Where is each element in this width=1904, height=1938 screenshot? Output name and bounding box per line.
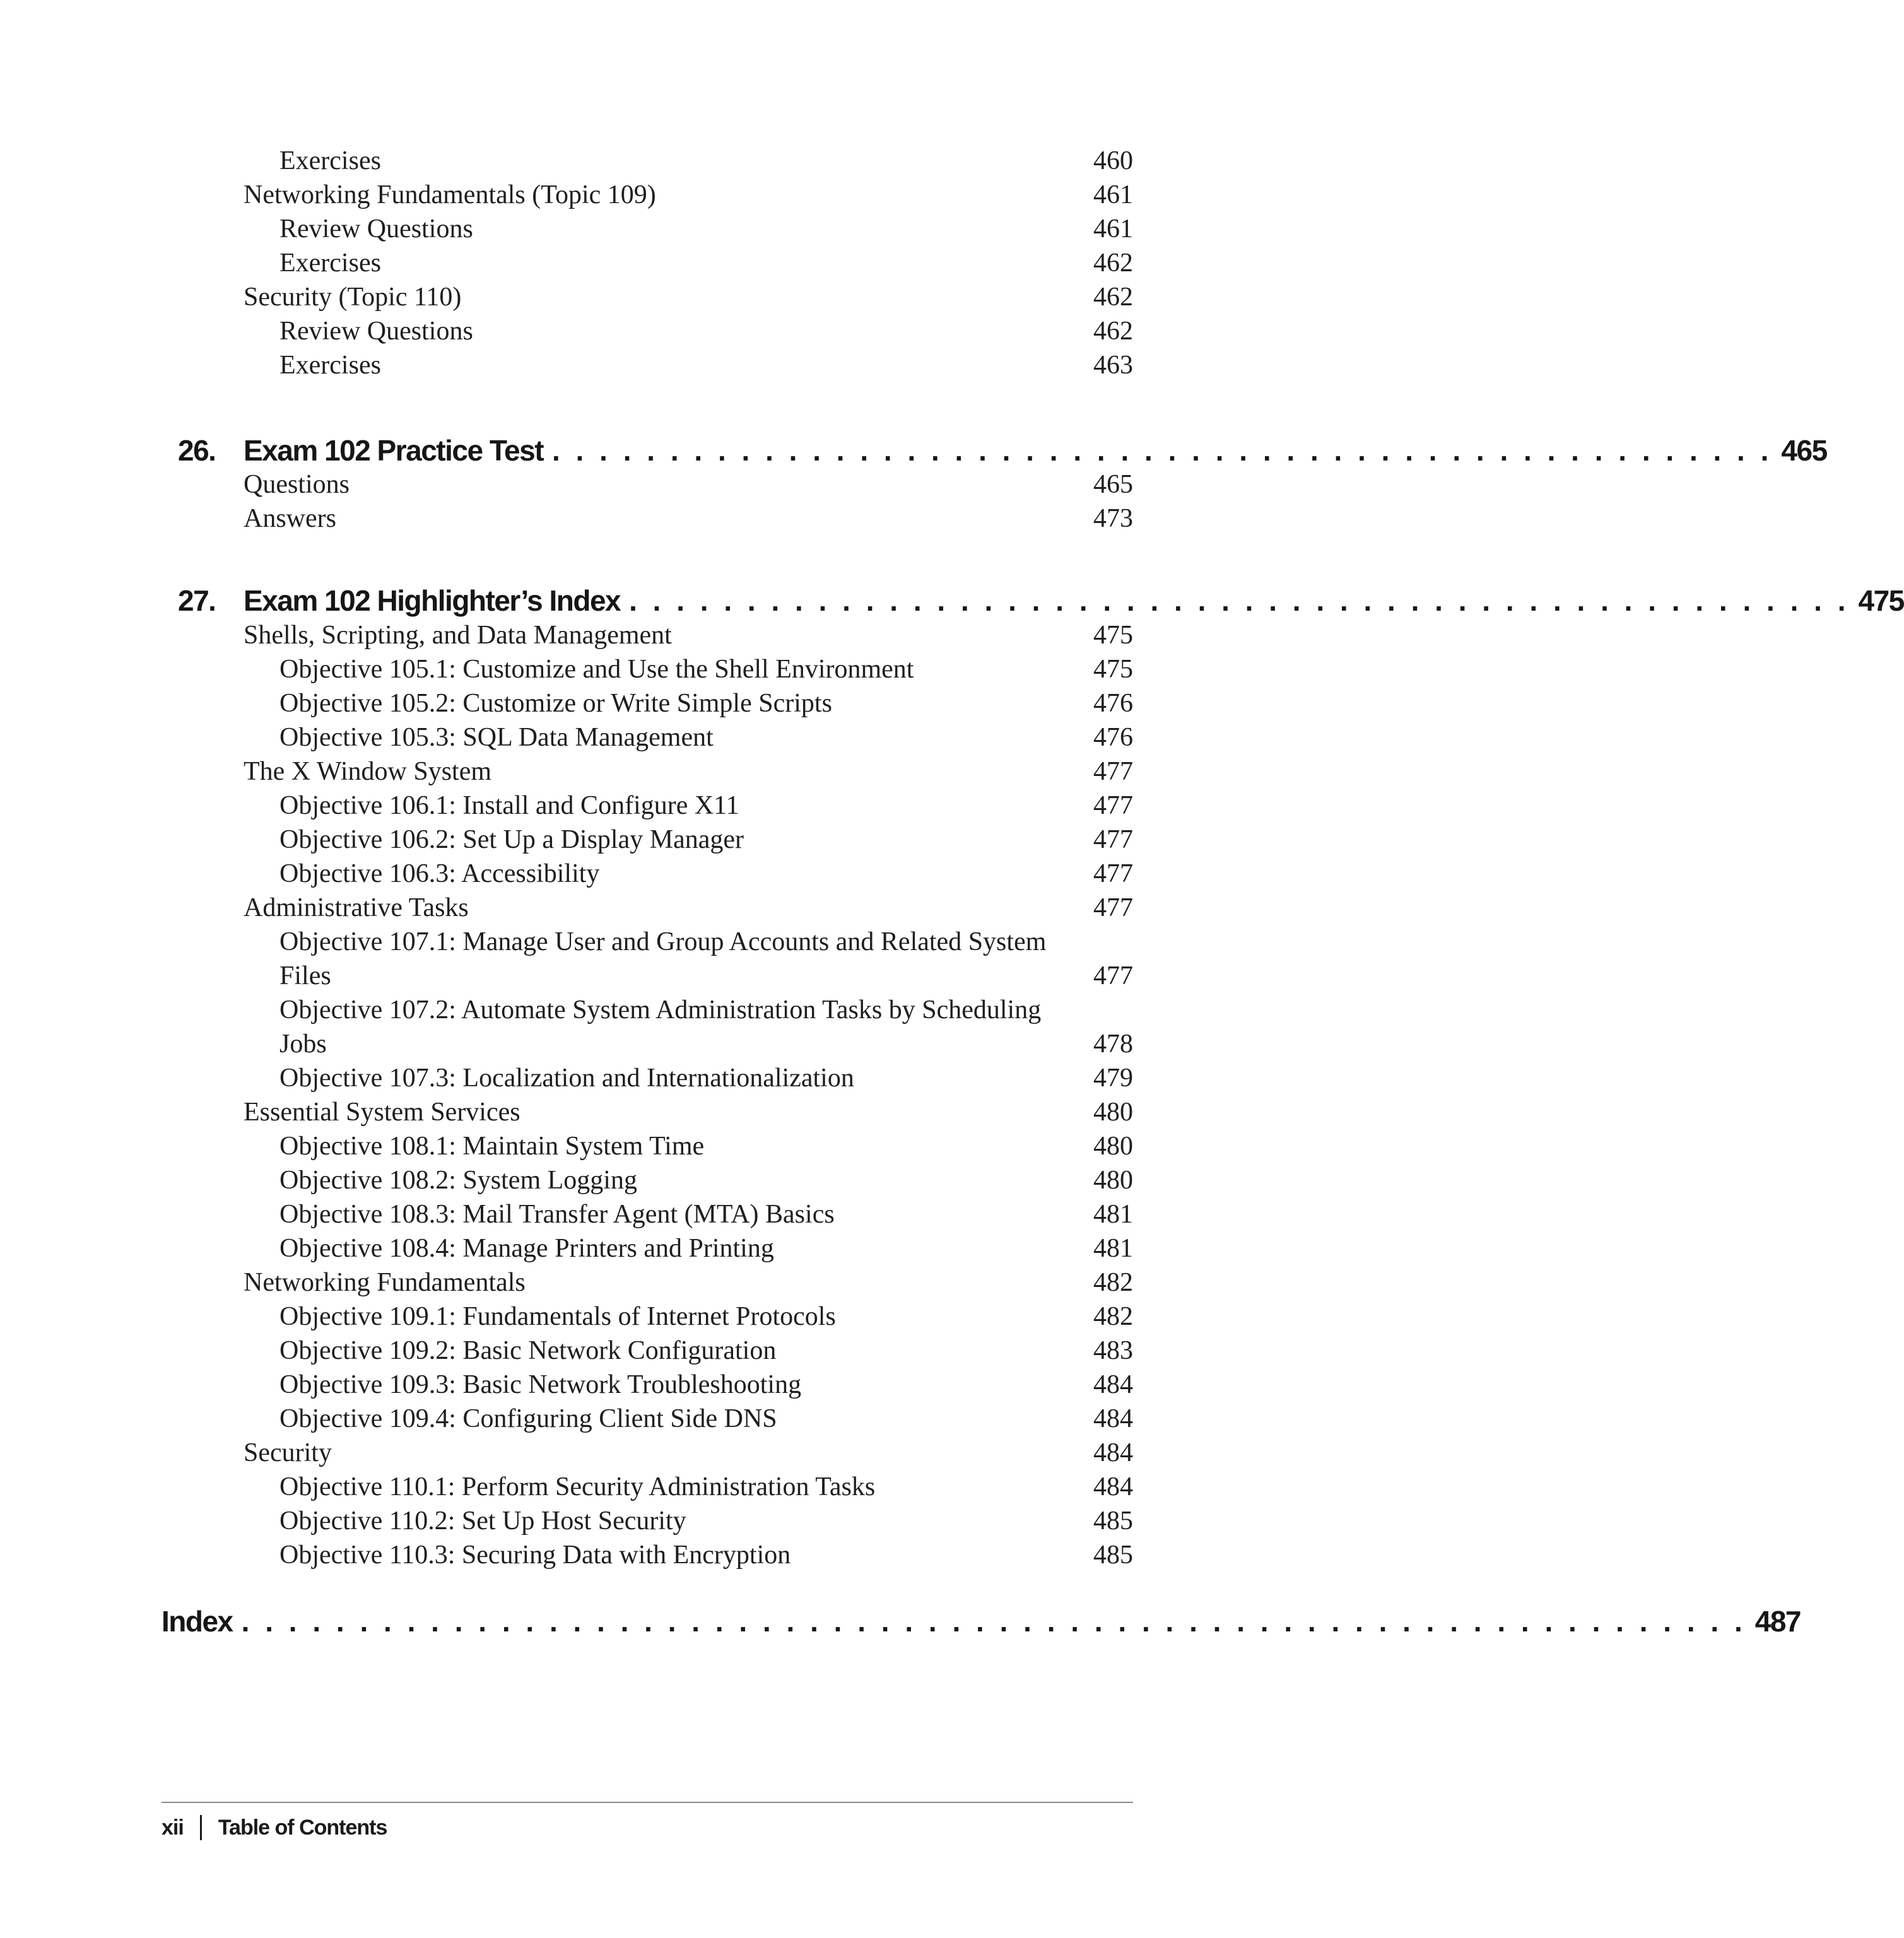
- toc-entry-title: Review Questions: [279, 317, 473, 346]
- toc-entry: [244, 789, 1133, 823]
- toc-entry: [244, 1231, 1133, 1266]
- toc-entry-page: 484: [1093, 1438, 1133, 1467]
- chapter-26-entries: [244, 467, 1133, 536]
- toc-entry: [244, 1300, 1133, 1334]
- index-page: 487: [1754, 1605, 1801, 1638]
- toc-entry-title: Essential System Services: [244, 1098, 520, 1127]
- toc-entry-title: Objective 107.1: Manage User and Group Accounts and Related System Files: [279, 927, 1047, 990]
- toc-entry-title: Objective 109.2: Basic Network Configuration: [279, 1336, 777, 1365]
- toc-entry-page: 473: [1093, 504, 1133, 533]
- toc-entry-title: Networking Fundamentals: [244, 1268, 526, 1297]
- toc-entry: [244, 1095, 1133, 1129]
- toc-entry-page: 484: [1093, 1472, 1133, 1501]
- toc-entry: [244, 857, 1133, 891]
- toc-entry: [244, 178, 1133, 212]
- toc-entry-title: Objective 110.1: Perform Security Administration Tasks: [279, 1472, 876, 1501]
- toc-entry-title: Objective 106.1: Install and Configure X11: [279, 791, 739, 820]
- toc-entry-page: 482: [1093, 1302, 1133, 1331]
- toc-entry: [244, 755, 1133, 789]
- index-title: Index: [162, 1605, 233, 1638]
- toc-entry: [244, 246, 1133, 280]
- toc-entry-title: Questions: [244, 470, 350, 499]
- toc-entry: [244, 1129, 1133, 1163]
- toc-entry-title: Objective 106.2: Set Up a Display Manager: [279, 825, 744, 854]
- toc-entry: [244, 618, 1133, 652]
- toc-entry-title: Security: [244, 1438, 332, 1467]
- toc-entry-page: 482: [1093, 1268, 1133, 1297]
- toc-entry-title: Review Questions: [279, 214, 473, 244]
- toc-entry-page: 477: [1093, 961, 1133, 990]
- toc-entry-page: 481: [1093, 1200, 1133, 1229]
- toc-entry-title: Answers: [244, 504, 336, 533]
- toc-entry: [244, 823, 1133, 857]
- toc-entry-title: Administrative Tasks: [244, 893, 469, 922]
- dot-leader: . . . . . . . . . . . . . . . . . . . . . . . . . . . . . . . . . . . . . . . . . . . . . . . . . . . .: [552, 434, 1773, 467]
- index-heading: [162, 1602, 1801, 1640]
- toc-entry-page: 461: [1093, 180, 1133, 209]
- toc-entry-title: Objective 108.4: Manage Printers and Printing: [279, 1234, 774, 1263]
- toc-entry-page: 477: [1093, 825, 1133, 854]
- chapter-title: Exam 102 Practice Test: [244, 434, 544, 467]
- toc-entry: [244, 1470, 1133, 1504]
- page-footer: [162, 1812, 387, 1843]
- toc-entry-title: Objective 110.3: Securing Data with Encryption: [279, 1541, 791, 1570]
- toc-entry-page: 483: [1093, 1336, 1133, 1365]
- toc-entry-page: 476: [1093, 689, 1133, 718]
- toc-entry-page: 480: [1093, 1166, 1133, 1195]
- toc-entry-page: 475: [1093, 621, 1133, 650]
- toc-entry: [244, 1334, 1133, 1368]
- toc-entry-title: Objective 107.3: Localization and Internationalization: [279, 1064, 854, 1093]
- toc-entry-page: 478: [1093, 1030, 1133, 1059]
- chapter-26-heading: [178, 432, 1827, 469]
- toc-entry: [244, 314, 1133, 348]
- toc-entry: [244, 1368, 1133, 1402]
- toc-entry-page: 485: [1093, 1506, 1133, 1536]
- toc-entry: [244, 1402, 1133, 1436]
- toc-entry-page: 479: [1093, 1064, 1133, 1093]
- toc-entry: [244, 686, 1133, 720]
- chapter-title: Exam 102 Highlighter’s Index: [244, 584, 621, 617]
- toc-entry-title: Exercises: [279, 249, 381, 278]
- toc-entry-title: Networking Fundamentals (Topic 109): [244, 180, 656, 209]
- toc-entry: [244, 652, 1133, 686]
- toc-entry: [244, 1163, 1133, 1197]
- toc-entry-title: Objective 109.4: Configuring Client Side DNS: [279, 1404, 777, 1433]
- toc-entry: [244, 1197, 1133, 1231]
- toc-entry-page: 484: [1093, 1370, 1133, 1399]
- toc-entry-page: 462: [1093, 283, 1133, 312]
- toc-entry-page: 485: [1093, 1541, 1133, 1570]
- toc-entry: [244, 348, 1133, 382]
- toc-entry-page: 477: [1093, 859, 1133, 888]
- toc-entry-title: Security (Topic 110): [244, 283, 462, 312]
- toc-entry: [244, 925, 1133, 993]
- toc-entry: [244, 1266, 1133, 1300]
- toc-entry-page: 476: [1093, 723, 1133, 752]
- toc-entry-title: Objective 105.2: Customize or Write Simple Scripts: [279, 689, 832, 718]
- toc-entry: [244, 1504, 1133, 1538]
- chapter-number: 27.: [178, 584, 216, 617]
- toc-entry-title: Exercises: [279, 351, 381, 380]
- toc-entry-title: Objective 108.2: System Logging: [279, 1166, 637, 1195]
- toc-entry-page: 463: [1093, 351, 1133, 380]
- toc-entry-page: 481: [1093, 1234, 1133, 1263]
- toc-entry: [244, 280, 1133, 314]
- toc-entry-page: 461: [1093, 214, 1133, 244]
- toc-entry-title: Exercises: [279, 146, 381, 175]
- toc-entry-page: 477: [1093, 893, 1133, 922]
- toc-entry-title: Shells, Scripting, and Data Management: [244, 621, 672, 650]
- toc-entry: [244, 467, 1133, 502]
- toc-entry-page: 460: [1093, 146, 1133, 175]
- chapter-number: 26.: [178, 434, 216, 467]
- toc-entry-page: 484: [1093, 1404, 1133, 1433]
- toc-entry: [244, 1436, 1133, 1470]
- footer-rule: [162, 1802, 1133, 1803]
- toc-continued-entries: [244, 144, 1133, 382]
- dot-leader: . . . . . . . . . . . . . . . . . . . . . . . . . . . . . . . . . . . . . . . . . . . . . . . . . . . .: [629, 584, 1850, 617]
- toc-entry: [244, 144, 1133, 178]
- toc-entry: [244, 891, 1133, 925]
- toc-entry-page: 475: [1093, 655, 1133, 684]
- toc-entry-page: 477: [1093, 757, 1133, 786]
- toc-entry: [244, 720, 1133, 755]
- dot-leader: . . . . . . . . . . . . . . . . . . . . . . . . . . . . . . . . . . . . . . . . . . . . . . . . . . . . . . . . . . . . . . . .: [241, 1605, 1746, 1638]
- toc-entry: [244, 212, 1133, 246]
- toc-entry-title: Objective 106.3: Accessibility: [279, 859, 600, 888]
- toc-entry-title: Objective 110.2: Set Up Host Security: [279, 1506, 686, 1536]
- chapter-27-heading: [178, 582, 1904, 620]
- toc-entry-title: Objective 107.2: Automate System Administration Tasks by Scheduling Jobs: [279, 995, 1042, 1059]
- toc-entry-title: Objective 105.3: SQL Data Management: [279, 723, 714, 752]
- toc-entry-title: Objective 105.1: Customize and Use the Shell Environment: [279, 655, 914, 684]
- toc-entry-title: Objective 109.1: Fundamentals of Internet Protocols: [279, 1302, 836, 1331]
- toc-entry-page: 462: [1093, 317, 1133, 346]
- toc-entry-title: Objective 108.1: Maintain System Time: [279, 1132, 705, 1161]
- toc-entry-page: 480: [1093, 1132, 1133, 1161]
- footer-page-number: xii: [162, 1816, 184, 1840]
- toc-entry-page: 480: [1093, 1098, 1133, 1127]
- toc-entry-page: 477: [1093, 791, 1133, 820]
- footer-separator: [200, 1815, 202, 1840]
- toc-entry: [244, 1061, 1133, 1095]
- toc-entry-title: The X Window System: [244, 757, 492, 786]
- toc-entry-page: 462: [1093, 249, 1133, 278]
- toc-entry: [244, 993, 1133, 1061]
- toc-entry: [244, 502, 1133, 536]
- toc-entry: [244, 1538, 1133, 1572]
- chapter-27-entries: [244, 618, 1133, 1572]
- chapter-page: 475: [1858, 584, 1904, 617]
- toc-entry-page: 465: [1093, 470, 1133, 499]
- toc-entry-title: Objective 109.3: Basic Network Troubleshooting: [279, 1370, 802, 1399]
- footer-section-title: Table of Contents: [218, 1816, 387, 1840]
- chapter-page: 465: [1781, 434, 1827, 467]
- toc-entry-title: Objective 108.3: Mail Transfer Agent (MTA) Basics: [279, 1200, 835, 1229]
